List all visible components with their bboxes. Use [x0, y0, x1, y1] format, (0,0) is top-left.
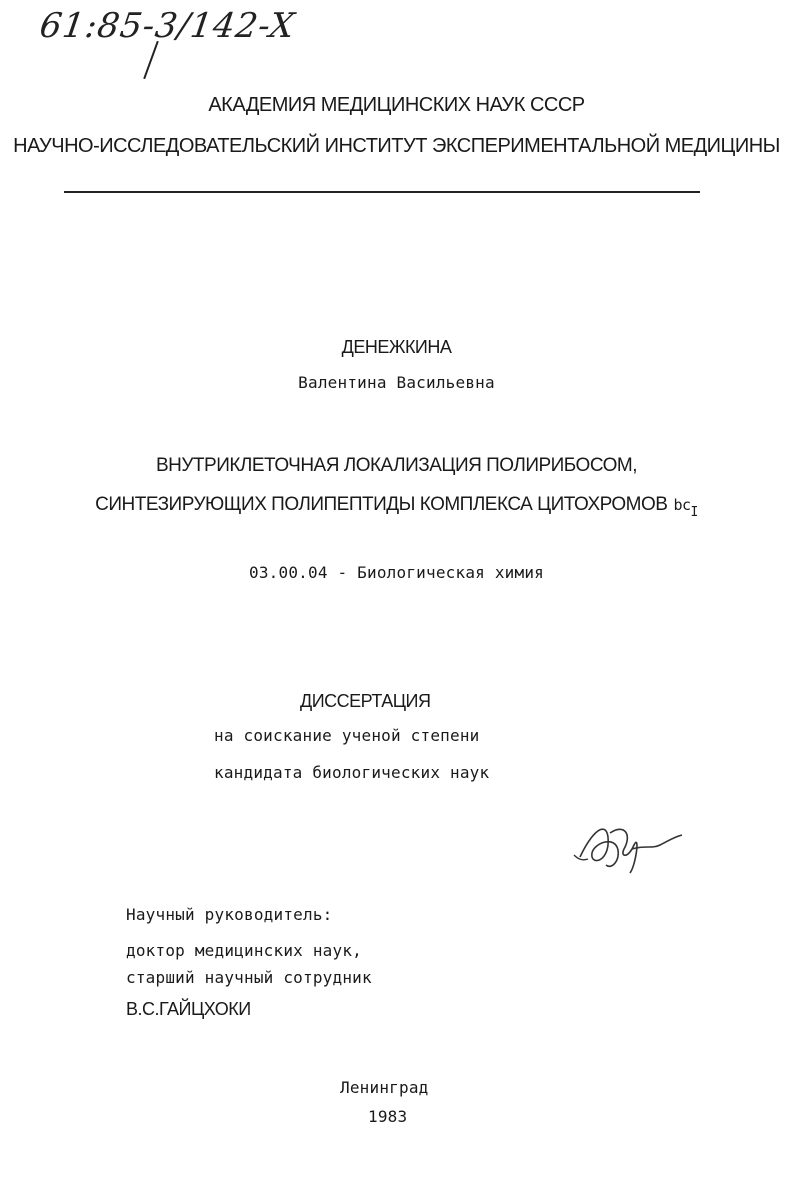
- archive-mark-stroke: [143, 41, 159, 79]
- dissertation-title-line-2: [0, 494, 793, 520]
- supervisor-label: Научный руководитель:: [126, 905, 333, 924]
- dissertation-title-line-1: ВНУТРИКЛЕТОЧНАЯ ЛОКАЛИЗАЦИЯ ПОЛИРИБОСОМ,: [155, 455, 638, 476]
- archive-mark: 61:85-3/142-X: [37, 6, 298, 46]
- complex-symbol: [673, 496, 698, 520]
- institute-heading: НАУЧНО-ИССЛЕДОВАТЕЛЬСКИЙ ИНСТИТУТ ЭКСПЕРИМЕНТАЛЬНОЙ МЕДИЦИНЫ: [13, 135, 780, 157]
- header-divider: [64, 191, 700, 193]
- supervisor-degree: доктор медицинских наук,: [126, 941, 362, 960]
- city: Ленинград: [340, 1078, 429, 1097]
- degree-line-1: на соискание ученой степени: [214, 726, 480, 745]
- supervisor-name: В.С.ГАЙЦХОКИ: [126, 999, 251, 1019]
- year: 1983: [368, 1107, 408, 1126]
- academy-heading: АКАДЕМИЯ МЕДИЦИНСКИХ НАУК СССР: [208, 94, 585, 116]
- supervisor-position: старший научный сотрудник: [126, 968, 372, 987]
- complex-symbol-base: bc: [673, 496, 691, 514]
- handwritten-signature: [570, 815, 685, 875]
- dissertation-title-line-2-text: СИНТЕЗИРУЮЩИХ ПОЛИПЕПТИДЫ КОМПЛЕКСА ЦИТОХРОМОВ: [95, 494, 668, 515]
- degree-line-2: кандидата биологических наук: [214, 763, 490, 782]
- complex-symbol-subscript: I: [690, 505, 698, 520]
- author-surname: ДЕНЕЖКИНА: [341, 337, 452, 357]
- specialty-code: 03.00.04 - Биологическая химия: [249, 563, 544, 582]
- work-type-heading: ДИССЕРТАЦИЯ: [300, 691, 431, 711]
- author-given-names: Валентина Васильевна: [298, 373, 495, 392]
